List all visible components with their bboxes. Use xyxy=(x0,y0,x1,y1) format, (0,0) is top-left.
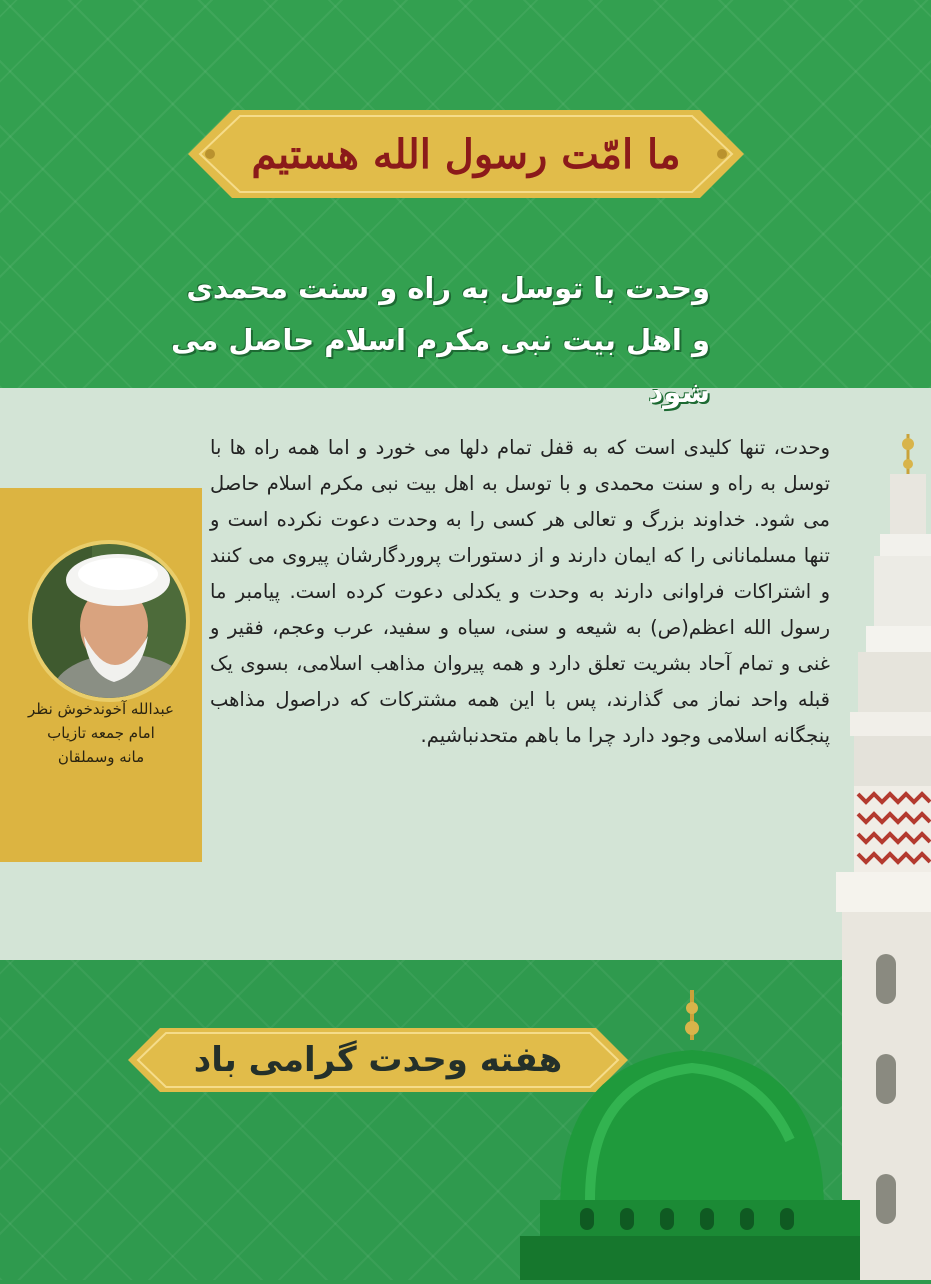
author-title: امام جمعه تازیاب xyxy=(47,724,155,742)
page-title: ما امّت رسول الله هستیم xyxy=(251,130,681,178)
subtitle xyxy=(150,262,710,418)
footer-slogan: هفته وحدت گرامی باد xyxy=(193,1040,563,1080)
subtitle-line-1: وحدت با توسل به راه و سنت محمدی xyxy=(186,271,710,305)
green-dome-image xyxy=(520,990,860,1280)
author-avatar xyxy=(28,540,190,702)
author-card xyxy=(0,488,202,862)
subtitle-line-2: و اهل بیت نبی مکرم اسلام حاصل می شود xyxy=(171,323,710,409)
author-name: عبدالله آخوندخوش نظر xyxy=(28,700,174,718)
body-paragraph: وحدت، تنها کلیدی است که به قفل تمام دلها می خورد و اما همه راه ها با توسل به راه و سنت محمدی و با توسل به اهل بیت نبی مکرم اسلام حاصل می شود. خداوند بزرگ و تعالی هر کسی را به وحدت دعوت نکرده است و تنها مسلمانانی را که ایمان دارند و از دستورات پروردگارشان پیروی می کنند و اشتراکات فراوانی دارند به وحدت و یکدلی دعوت کرده است. پیامبر ما رسول الله اعظم(ص) به شیعه و سنی، سیاه و سفید، عرب وعجم، فقیر و غنی و تمام آحاد بشریت تعلق دارد و همه پیروان مذاهب اسلامی، بسوی یک قبله واحد نماز می گذارند، پس با این همه مشترکات که دراصول مذاهب پنجگانه اسلامی وجود دارد چرا ما باهم متحدنباشیم. xyxy=(210,436,830,747)
author-place: مانه وسملقان xyxy=(57,748,145,766)
title-banner xyxy=(188,110,744,198)
